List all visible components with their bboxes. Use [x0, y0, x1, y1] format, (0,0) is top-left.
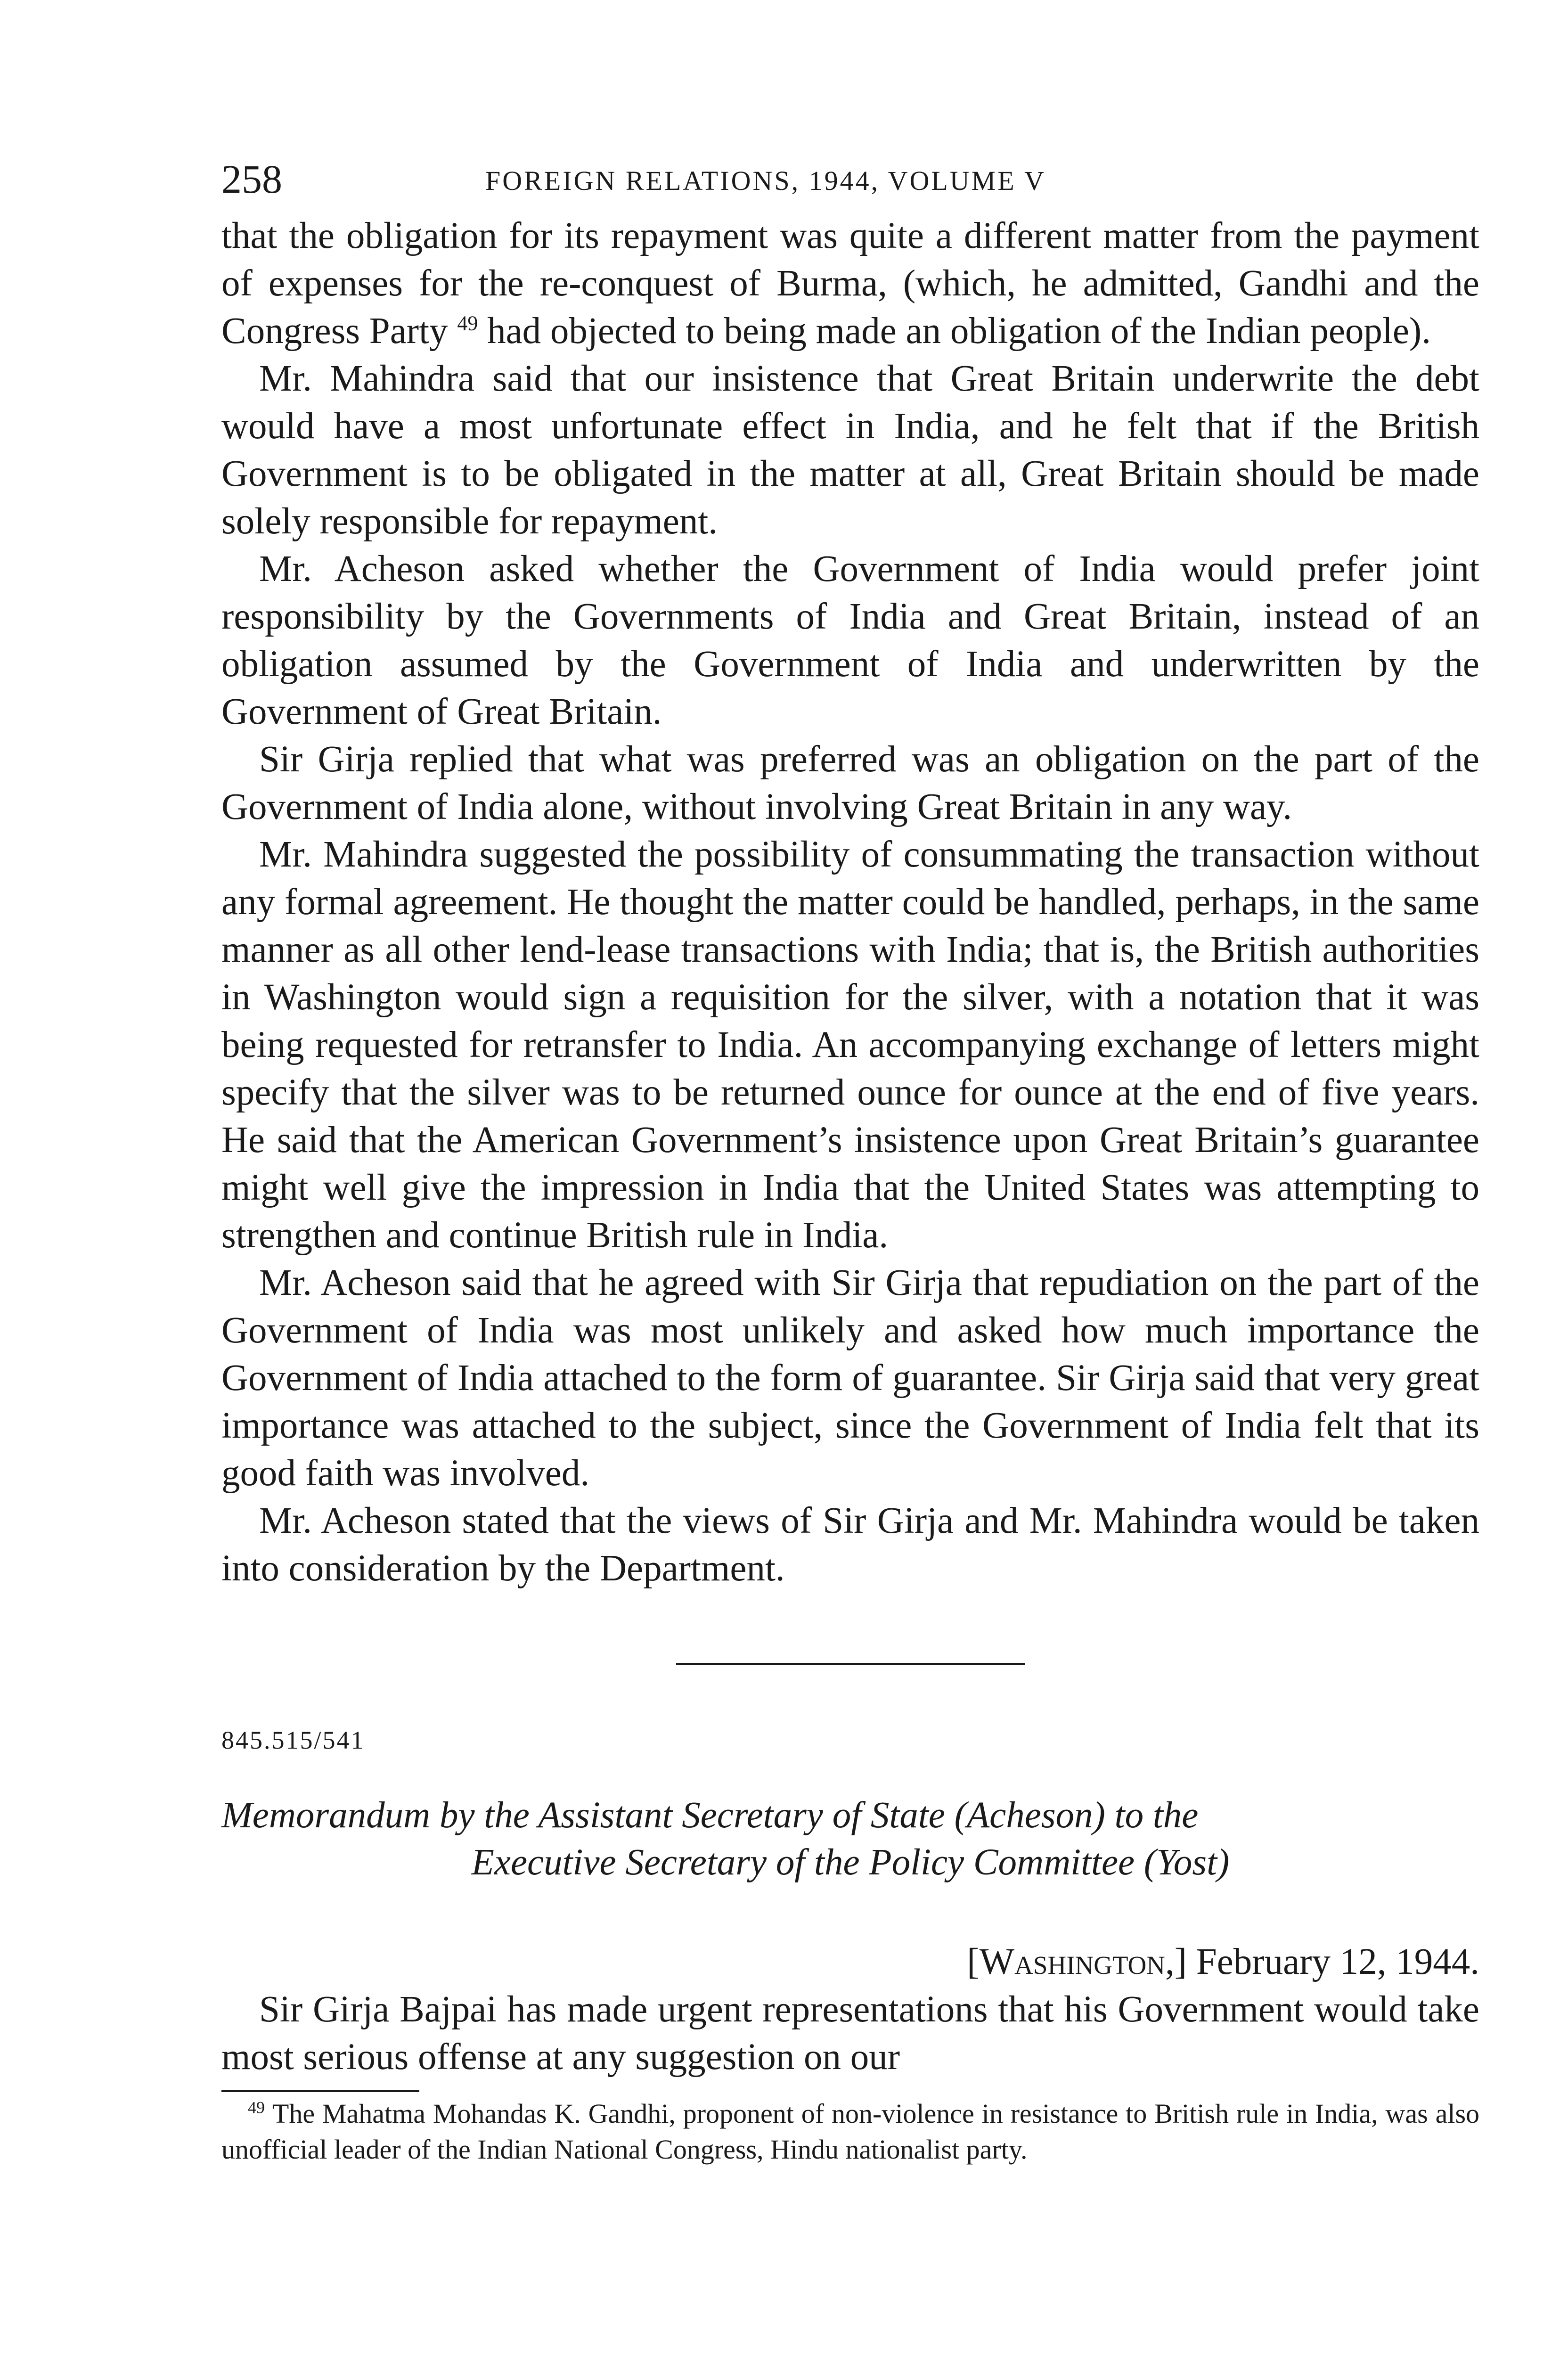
dateline — [221, 1938, 1479, 1986]
running-header — [221, 155, 1479, 212]
document-heading-line-1: Memorandum by the Assistant Secretary of State (Acheson) to the — [221, 1795, 1199, 1836]
footnote-number: 49 — [248, 2098, 265, 2117]
section-divider — [676, 1663, 1025, 1665]
paragraph-7: Mr. Acheson stated that the views of Sir Girja and Mr. Mahindra would be taken into consideration by the Department. — [221, 1500, 1479, 1589]
dateline-place: Washington — [979, 1941, 1165, 1982]
footnote-text: The Mahatma Mohandas K. Gandhi, proponent of non-violence in resistance to British rule in India, was also unofficial leader of the Indian National Congress, Hindu nationalist party. — [221, 2098, 1480, 2165]
file-number: 845.515/541 — [221, 1726, 365, 1754]
document-body — [221, 1986, 1479, 2081]
document-heading-line-2: Executive Secretary of the Policy Committee (Yost) — [471, 1842, 1230, 1883]
footnote-reference: 49 — [457, 311, 478, 335]
paragraph-1-text: that the obligation for its repayment was quite a different matter from the payment of expenses for the re-conquest of Burma, (which, he admitted, Gandhi and the Congress Party — [221, 215, 1479, 352]
paragraph-1-tail: had objected to being made an obligation of the Indian people). — [487, 311, 1431, 352]
body-text — [221, 212, 1479, 1592]
paragraph-5: Mr. Mahindra suggested the possibility of consummating the transaction without any formal agreement. He thought the matter could be handled, perhaps, in the same manner as all other lend-lease transactions with India; that is, the British authorities in Washington would sign a requisition for the silver, with a notation that it was being requested for retransfer to India. An accompanying exchange of letters might specify that the silver was to be returned ounce for ounce at the end of five years. He said that the American Government’s insistence upon Great Britain’s guarantee might well give the impression in India that the United States was attempting to strengthen and continue British rule in India. — [221, 834, 1479, 1256]
footnote — [221, 2096, 1479, 2168]
paragraph-1 — [221, 212, 1479, 355]
paragraph-3: Mr. Acheson asked whether the Government of India would prefer joint responsibility by the Governments of India and Great Britain, instead of an obligation assumed by the Government of India and underwritten by the Government of Great Britain. — [221, 548, 1479, 732]
paragraph-4: Sir Girja replied that what was preferred was an obligation on the part of the Government of India alone, without involving Great Britain in any way. — [221, 739, 1479, 827]
paragraph-6: Mr. Acheson said that he agreed with Sir Girja that repudiation on the part of the Government of India was most unlikely and asked how much importance the Government of India attached to the form of guarantee. Sir Girja said that very great importance was attached to the subject, since the Government of India felt that its good faith was involved. — [221, 1262, 1479, 1494]
document-heading — [221, 1792, 1479, 1886]
running-title: FOREIGN RELATIONS, 1944, VOLUME V — [485, 165, 1046, 196]
page-number: 258 — [221, 156, 282, 202]
document-page — [221, 155, 1479, 2168]
document-first-paragraph: Sir Girja Bajpai has made urgent representations that his Government would take most serious offense at any suggestion on our — [221, 1989, 1479, 2078]
paragraph-2: Mr. Mahindra said that our insistence that Great Britain underwrite the debt would have a most unfortunate effect in India, and he felt that if the British Government is to be obligated in the matter at all, Great Britain should be made solely responsible for repayment. — [221, 358, 1479, 542]
dateline-date: ,] February 12, 1944. — [1165, 1941, 1479, 1982]
footnote-divider — [221, 2090, 419, 2092]
dateline-open: [ — [967, 1941, 980, 1982]
